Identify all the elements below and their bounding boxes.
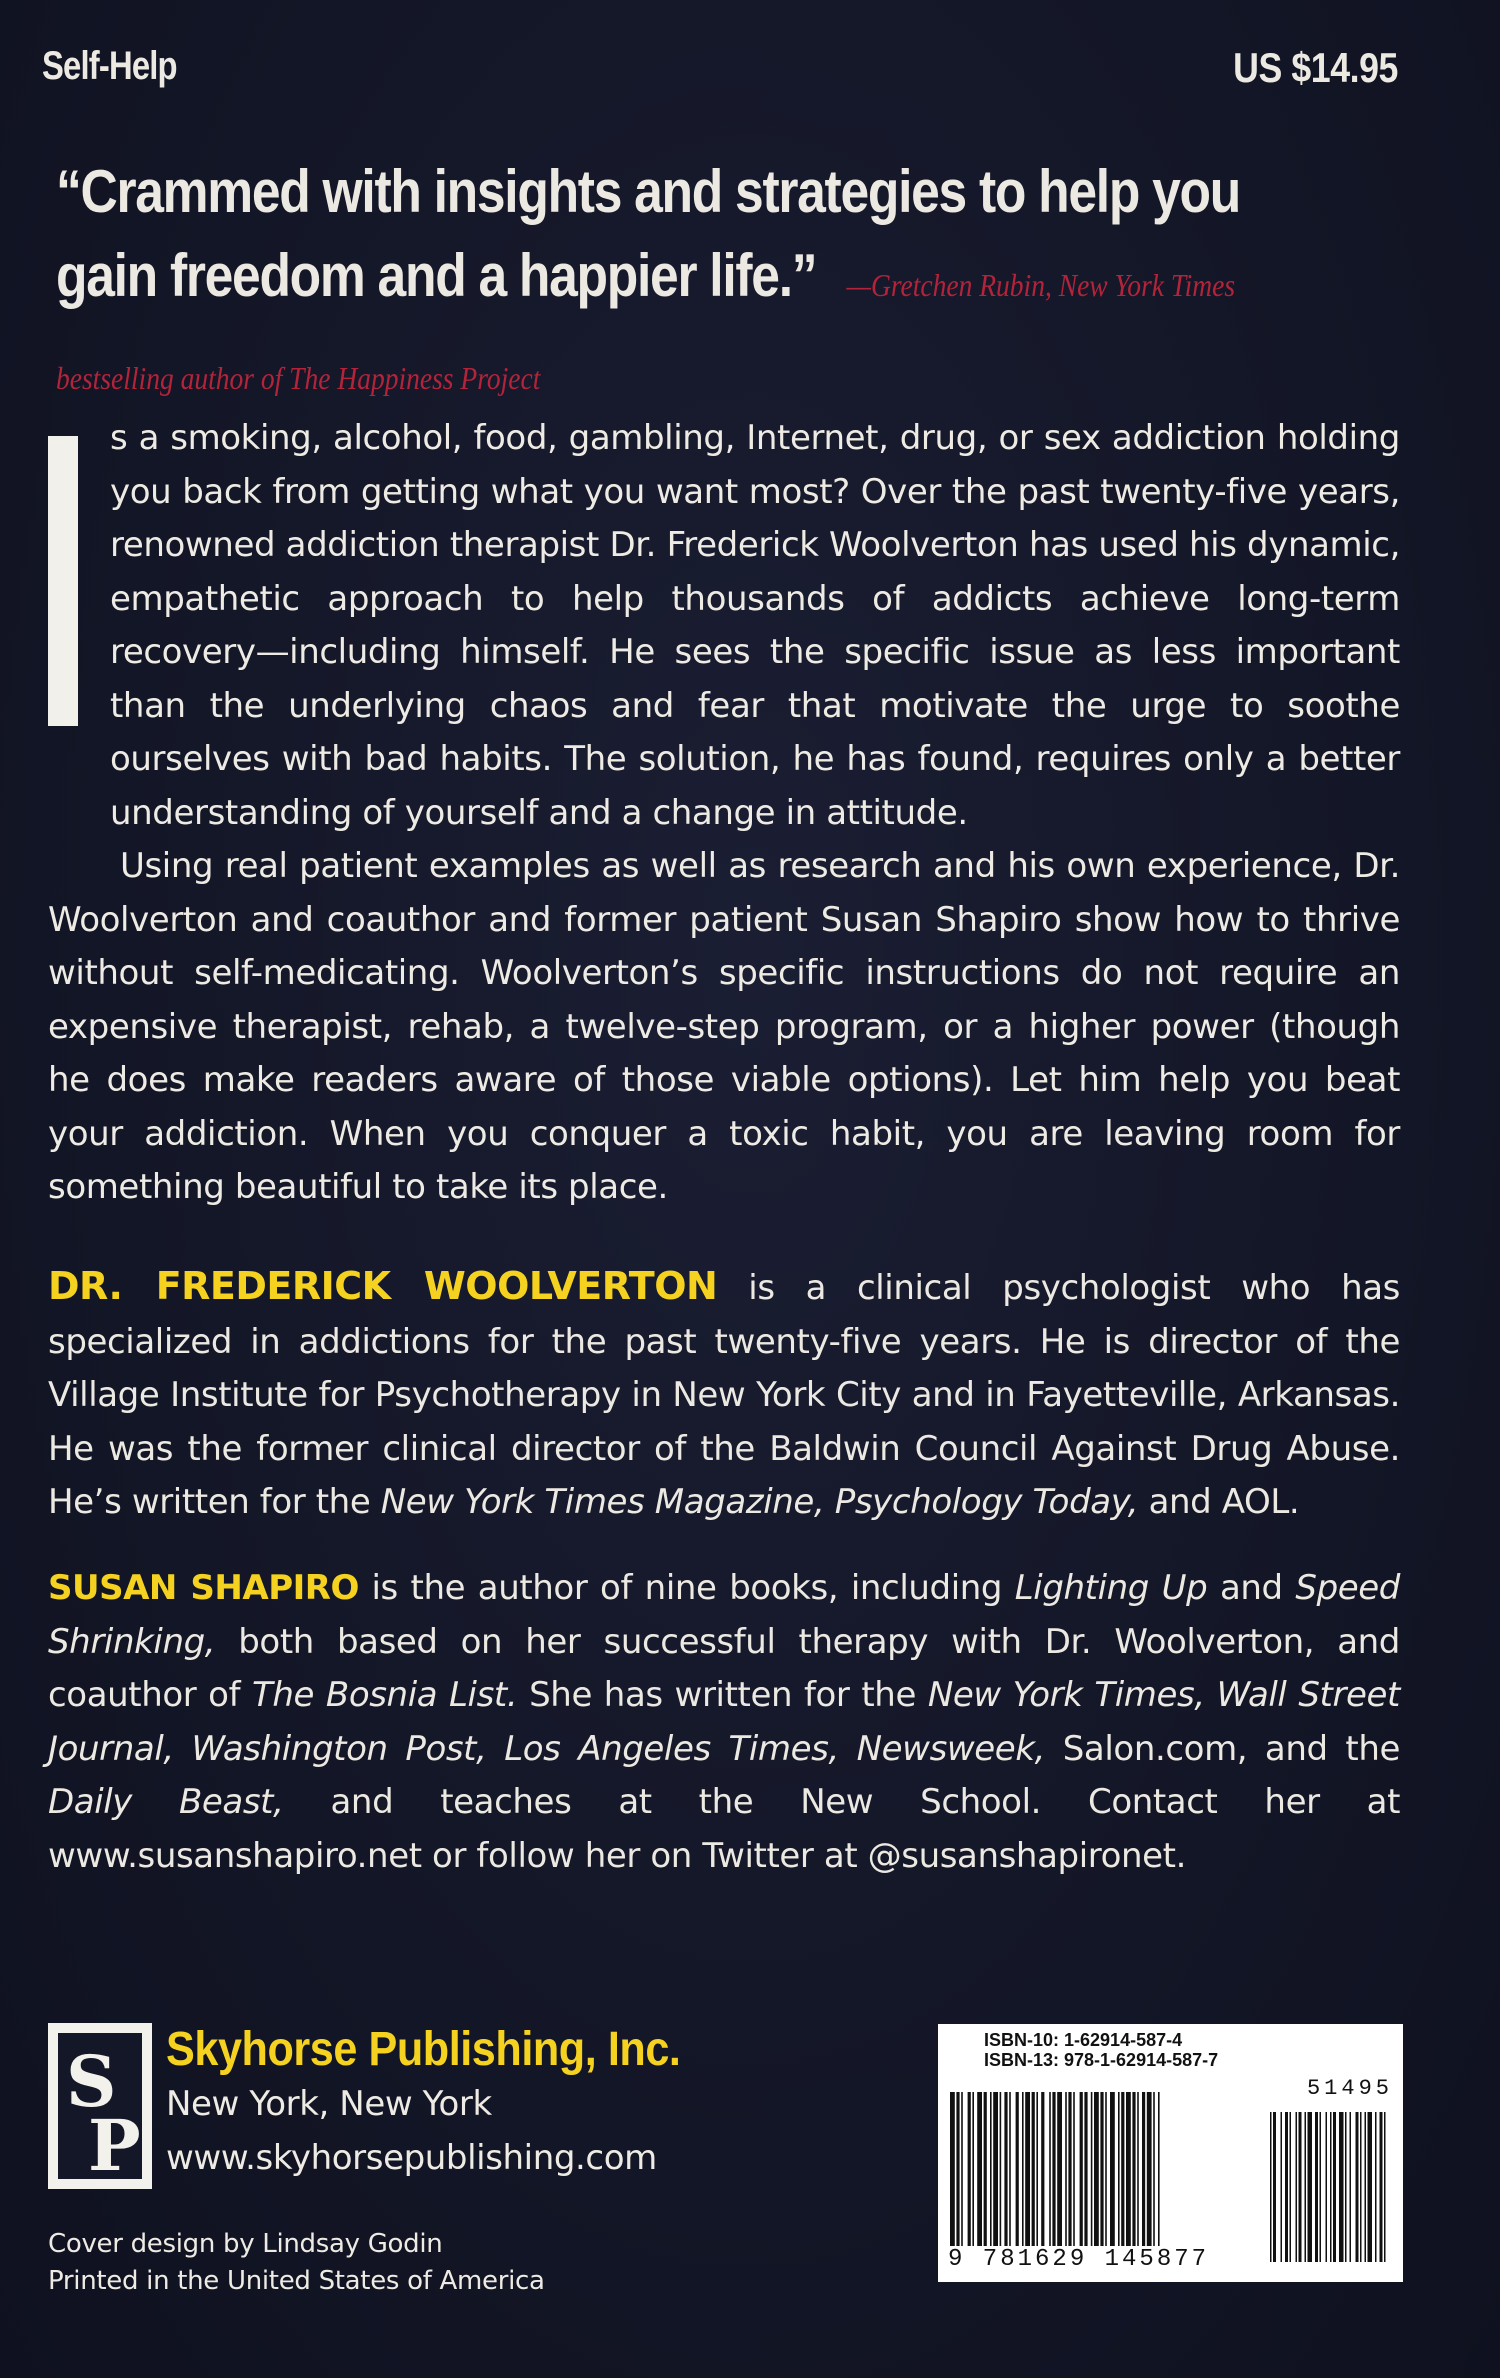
price-addon-bar (1339, 2112, 1344, 2262)
barcode-bar (1004, 2092, 1007, 2252)
price-addon-bar (1281, 2112, 1283, 2262)
barcode-bar (1137, 2092, 1139, 2252)
author-name: DR. FREDERICK WOOLVERTON (48, 1264, 718, 1308)
author-bio-shapiro (48, 1562, 1400, 1883)
price-addon-bar (1270, 2112, 1272, 2262)
barcode-bar (1073, 2092, 1075, 2252)
bio-text: is the author of nine books, including (358, 1568, 1015, 1608)
price-addon-bar (1368, 2112, 1373, 2262)
barcode-bar (1032, 2092, 1035, 2252)
price-addon-bar (1365, 2112, 1367, 2262)
barcode-bar (1091, 2092, 1093, 2252)
publisher-url: www.skyhorsepublishing.com (166, 2138, 657, 2178)
description-paragraph-1: s a smoking, alcohol, food, gambling, Internet, drug, or sex addiction holding you back from getting what you want most? Over the past twenty-five years, renowned addiction therapist Dr. Frederick Woolverton has used his dynamic, empathetic approach to help thousands of addicts achieve long-term recovery—including himself. He sees the specific issue as less important than the underlying chaos and fear that motivate the urge to soothe ourselves with bad habits. The solution, he has found, requires only a better understanding of yourself and a change in attitude. (110, 418, 1400, 833)
price-addon-bar (1350, 2112, 1352, 2262)
bio-text: and AOL. (1138, 1482, 1300, 1522)
endorsement-quote (56, 150, 1260, 420)
bio-text: Salon.com, and the (1045, 1728, 1400, 1769)
barcode-bar (1036, 2092, 1038, 2252)
description-paragraph-2: Using real patient examples as well as research and his own experience, Dr. Woolverton and coauthor and former patient Susan Shapiro show how to thrive without self-medicating. Woolverton’s specific instructions do not require an expensive therapist, rehab, a twelve-step program, or a higher power (though he does make readers aware of those viable options). Let him help you beat your addiction. When you conquer a toxic habit, you are leaving room for something beautiful to take its place. (48, 846, 1400, 1207)
barcode-bar (977, 2092, 982, 2252)
price-addon-bar (1326, 2112, 1328, 2262)
book-title: Lighting Up (1014, 1568, 1208, 1608)
barcode-bar (1105, 2092, 1107, 2252)
barcode-bar (1049, 2092, 1051, 2252)
barcode-bar (1000, 2092, 1002, 2252)
price-addon-bar (1380, 2112, 1383, 2262)
bio-text: She has written for the (517, 1675, 928, 1715)
price-addon-bar (1360, 2112, 1362, 2262)
isbn-numbers (984, 2030, 1218, 2070)
barcode-bar (1118, 2092, 1120, 2252)
bio-publication: New York Times, Wall Street Journal, Washington Post, Los Angeles Times, Newsweek, (48, 1675, 1400, 1769)
cover-design-credit: Cover design by Lindsay Godin (48, 2229, 443, 2259)
credits (48, 2226, 545, 2300)
author-bio-woolverton (48, 1260, 1400, 1530)
logo-letter-p: P (88, 2104, 141, 2187)
isbn-barcode (938, 2024, 1403, 2282)
book-title: Speed Shrinking, (48, 1568, 1400, 1662)
bio-text: is a clinical psychologist who has specialized in addictions for the past twenty-five years. He is director of the Village Institute for Psychotherapy in New York City and in Fayetteville, Arkansas. He was the former clinical director of the Baldwin Council Against Drug Abuse. He’s written for the (48, 1268, 1400, 1522)
price-addon-bar (1290, 2112, 1292, 2262)
barcode-bar (1158, 2092, 1160, 2252)
quote-attribution: —Gretchen Rubin, New York Times bestselling author of The Happiness Project (56, 267, 1236, 396)
price-addon-bar (1305, 2112, 1307, 2262)
barcode-bar (1041, 2092, 1044, 2252)
barcode-bar (1147, 2092, 1152, 2252)
barcode-bar (1016, 2092, 1019, 2252)
price-addon-bar (1356, 2112, 1359, 2262)
barcode-bar (950, 2092, 955, 2252)
barcode-bar (993, 2092, 998, 2252)
bio-text: and (1207, 1568, 1296, 1608)
price-addon-bar (1273, 2112, 1276, 2262)
bio-publication: Daily Beast, (48, 1782, 284, 1822)
quote-text: “Crammed with insights and strategies to help you gain freedom and a happier life.” (56, 158, 1240, 309)
barcode-bar (1121, 2092, 1124, 2252)
barcode-bar (1132, 2092, 1135, 2252)
price-addon-bar (1315, 2112, 1318, 2262)
barcode-bar (1025, 2092, 1030, 2252)
barcode-bar (1052, 2092, 1055, 2252)
category-label: Self-Help (42, 44, 177, 88)
barcode-bar (972, 2092, 974, 2252)
price-addon-bar (1308, 2112, 1313, 2262)
description (48, 412, 1400, 1215)
barcode-bar (968, 2092, 971, 2252)
printed-in-credit: Printed in the United States of America (48, 2266, 545, 2296)
barcode-digits: 9 781629 145877 (948, 2246, 1248, 2273)
barcode-bar (1065, 2092, 1067, 2252)
price-addon-bar (1330, 2112, 1332, 2262)
price-addon-bar (1375, 2112, 1377, 2262)
price-addon-bar (1299, 2112, 1302, 2262)
price-addon-bar (1345, 2112, 1347, 2262)
barcode-bar (1022, 2092, 1024, 2252)
barcode-bar (1084, 2092, 1087, 2252)
publisher-info (166, 2022, 738, 2185)
barcode-bar (1094, 2092, 1099, 2252)
logo-letter-s: S (66, 2040, 117, 2123)
price-addon-bar (1285, 2112, 1288, 2262)
barcode-bar (1142, 2092, 1145, 2252)
barcode-bar (1110, 2092, 1115, 2252)
barcode-bar (990, 2092, 992, 2252)
price-addon-bar (1296, 2112, 1298, 2262)
publisher-logo (48, 2023, 152, 2189)
barcode-bar (956, 2092, 959, 2252)
barcode-bar (961, 2092, 963, 2252)
price-code: 51495 (1306, 2076, 1393, 2101)
barcode-bar (1009, 2092, 1011, 2252)
barcode-bar (984, 2092, 987, 2252)
price-addon-bar (1384, 2112, 1386, 2262)
barcode-bar (1126, 2092, 1131, 2252)
book-title: The Bosnia List. (252, 1675, 518, 1715)
bio-publication: New York Times Magazine, Psychology Today, (380, 1482, 1139, 1522)
isbn-13: ISBN-13: 978-1-62914-587-7 (984, 2050, 1219, 2070)
isbn-10: ISBN-10: 1-62914-587-4 (984, 2030, 1183, 2050)
bio-text: both based on her successful therapy with Dr. Woolverton, and coauthor of (48, 1621, 1400, 1715)
barcode-bar (1068, 2092, 1071, 2252)
barcode-bar (1153, 2092, 1155, 2252)
barcode-bar (1057, 2092, 1062, 2252)
price-label: US $14.95 (1233, 44, 1398, 91)
barcode-bar (1100, 2092, 1103, 2252)
publisher-city: New York, New York (166, 2084, 492, 2124)
bio-text: and teaches at the New School. Contact her at www.susanshapiro.net or follow her on Twitter at @susanshapironet. (48, 1782, 1400, 1876)
barcode-bar (1080, 2092, 1083, 2252)
publisher-name: Skyhorse Publishing, Inc. (166, 2023, 681, 2076)
author-name: SUSAN SHAPIRO (48, 1568, 359, 1608)
price-addon-bar (1333, 2112, 1336, 2262)
price-addon-bar (1320, 2112, 1322, 2262)
